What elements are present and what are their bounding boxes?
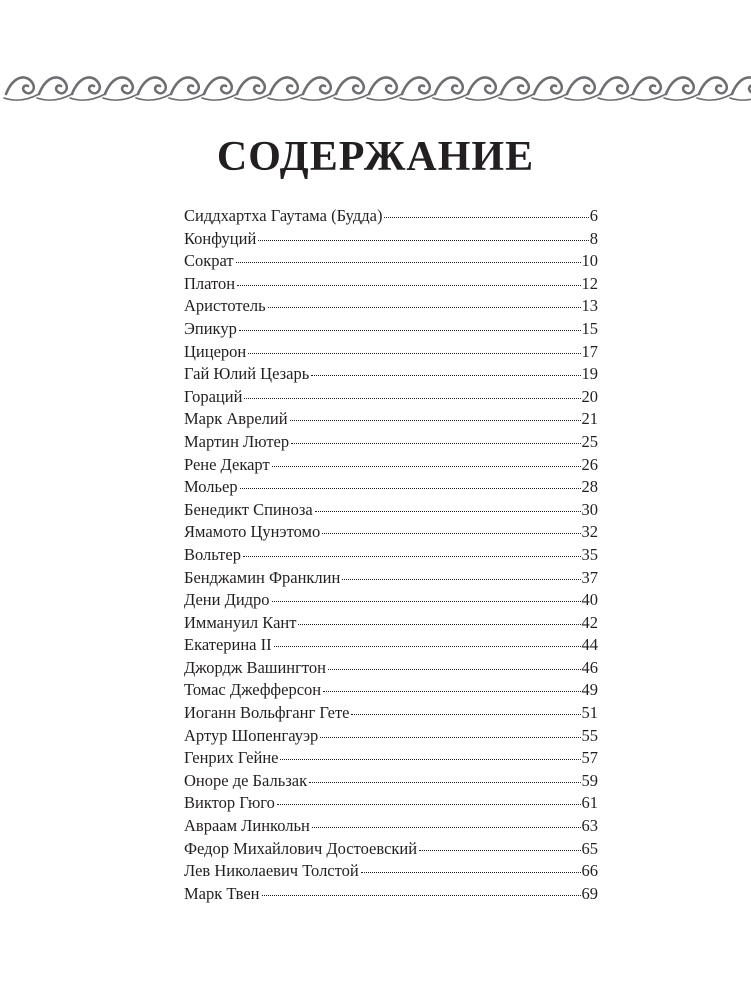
wave-scroll-ornament (0, 66, 751, 112)
toc-entry-name: Джордж Вашингтон (184, 657, 326, 677)
wave-curl (402, 77, 430, 94)
wave-underline (433, 94, 468, 100)
toc-entry[interactable] (184, 521, 598, 544)
toc-entry[interactable] (184, 363, 598, 386)
dot-leader (272, 465, 581, 467)
toc-entry-page-number: 13 (581, 296, 598, 316)
toc-entry[interactable] (184, 589, 598, 612)
toc-entry-page-number: 19 (581, 364, 598, 384)
wave-curl (303, 77, 331, 94)
toc-entry-page-number: 69 (581, 883, 598, 903)
dot-leader (268, 306, 581, 308)
toc-entry[interactable] (184, 341, 598, 364)
wave-underline (103, 94, 138, 100)
toc-entry-name: Генрих Гейне (184, 748, 279, 768)
toc-entry-page-number: 10 (581, 251, 598, 271)
toc-entry[interactable] (184, 499, 598, 522)
dot-leader (243, 555, 581, 557)
toc-entry-name: Платон (184, 273, 236, 293)
toc-entry-page-number: 44 (581, 635, 598, 655)
toc-entry-name: Ямамото Цунэтомо (184, 522, 321, 542)
toc-entry[interactable] (184, 860, 598, 883)
toc-entry-name: Вольтер (184, 544, 241, 564)
toc-entry[interactable] (184, 273, 598, 296)
toc-entry-page-number: 17 (581, 341, 598, 361)
toc-entry-page-number: 21 (581, 409, 598, 429)
wave-curl (633, 77, 661, 94)
dot-leader (239, 329, 581, 331)
toc-entry-page-number: 37 (581, 567, 598, 587)
toc-entry[interactable] (184, 386, 598, 409)
toc-entry-name: Рене Декарт (184, 454, 270, 474)
toc-entry-name: Екатерина II (184, 635, 272, 655)
dot-leader (237, 284, 580, 286)
wave-curl (501, 77, 529, 94)
toc-entry[interactable] (184, 295, 598, 318)
toc-entry[interactable] (184, 318, 598, 341)
toc-entry-name: Виктор Гюго (184, 793, 275, 813)
toc-entry-page-number: 6 (589, 206, 598, 225)
toc-entry-page-number: 49 (581, 680, 598, 700)
dot-leader (342, 578, 580, 580)
toc-entry-page-number: 35 (581, 544, 598, 564)
wave-underline (598, 94, 633, 100)
wave-curl (369, 77, 397, 94)
toc-entry-name: Дени Дидро (184, 590, 270, 610)
wave-curl (699, 77, 727, 94)
dot-leader (419, 849, 580, 851)
toc-entry-page-number: 42 (581, 612, 598, 632)
toc-entry-name: Федор Михайлович Достоевский (184, 838, 418, 858)
toc-entry-name: Сиддхартха Гаутама (Будда) (184, 206, 383, 225)
dot-leader (309, 781, 580, 783)
dot-leader (277, 803, 581, 805)
toc-entry-name: Иммануил Кант (184, 612, 297, 632)
dot-leader (248, 352, 580, 354)
dot-leader (280, 758, 580, 760)
wave-curl (435, 77, 463, 94)
toc-entry[interactable] (184, 883, 598, 906)
toc-entry[interactable] (184, 792, 598, 815)
toc-entry-name: Оноре де Бальзак (184, 770, 308, 790)
toc-entry-page-number: 32 (581, 522, 598, 542)
toc-entry[interactable] (184, 544, 598, 567)
page-title: СОДЕРЖАНИЕ (216, 134, 535, 180)
dot-leader (315, 510, 581, 512)
wave-curl (270, 77, 298, 94)
wave-underline (202, 94, 237, 100)
toc-entry[interactable] (184, 476, 598, 499)
toc-entry[interactable] (184, 838, 598, 861)
dot-leader (240, 487, 581, 489)
wave-curl (39, 77, 67, 94)
toc-entry-page-number: 61 (581, 793, 598, 813)
toc-entry[interactable] (184, 815, 598, 838)
dot-leader (258, 239, 588, 241)
dot-leader (384, 216, 588, 218)
toc-entry-name: Конфуций (184, 228, 257, 248)
toc-entry-page-number: 63 (581, 816, 598, 836)
toc-entry-page-number: 59 (581, 770, 598, 790)
toc-entry[interactable] (184, 228, 598, 251)
wave-underline (334, 94, 369, 100)
wave-curl (171, 77, 199, 94)
toc-entry-name: Гораций (184, 386, 243, 406)
wave-curl (732, 77, 751, 94)
toc-entry-name: Сократ (184, 251, 234, 271)
toc-entry-name: Мольер (184, 477, 238, 497)
wave-underline (268, 94, 303, 100)
wave-underline (37, 94, 72, 100)
toc-entry-name: Бенедикт Спиноза (184, 499, 313, 519)
toc-entry-name: Гай Юлий Цезарь (184, 364, 310, 384)
dot-leader (262, 894, 581, 896)
toc-entry[interactable] (184, 679, 598, 702)
toc-entry-page-number: 40 (581, 590, 598, 610)
toc-entry-page-number: 51 (581, 703, 598, 723)
toc-entry-name: Марк Аврелий (184, 409, 288, 429)
dot-leader (272, 600, 581, 602)
toc-entry[interactable] (184, 634, 598, 657)
wave-underline (301, 94, 336, 100)
wave-curl (237, 77, 265, 94)
dot-leader (274, 645, 581, 647)
wave-curl (600, 77, 628, 94)
dot-leader (236, 261, 581, 263)
dot-leader (351, 713, 580, 715)
toc-entry-page-number: 28 (581, 477, 598, 497)
toc-entry-name: Томас Джефферсон (184, 680, 322, 700)
toc-entry[interactable] (184, 770, 598, 793)
dot-leader (361, 871, 581, 873)
wave-curl (204, 77, 232, 94)
dot-leader (323, 690, 580, 692)
toc-entry-name: Эпикур (184, 318, 237, 338)
toc-entry[interactable] (184, 431, 598, 454)
toc-entry-page-number: 26 (581, 454, 598, 474)
toc-entry-page-number: 46 (581, 657, 598, 677)
toc-entry-page-number: 20 (581, 386, 598, 406)
wave-underline (499, 94, 534, 100)
toc-entry-page-number: 55 (581, 725, 598, 745)
wave-underline (697, 94, 732, 100)
wave-underline (730, 94, 751, 100)
toc-entry-page-number: 8 (589, 228, 598, 248)
toc-entry-name: Цицерон (184, 341, 247, 361)
toc-entry-page-number: 57 (581, 748, 598, 768)
toc-entry-name: Марк Твен (184, 883, 260, 903)
wave-curl (468, 77, 496, 94)
toc-entry-name: Артур Шопенгауэр (184, 725, 319, 745)
toc-entry-name: Мартин Лютер (184, 431, 290, 451)
wave-curl (666, 77, 694, 94)
wave-curl (138, 77, 166, 94)
toc-entry[interactable] (184, 702, 598, 725)
toc-entry-page-number: 25 (581, 431, 598, 451)
toc-entry-page-number: 15 (581, 318, 598, 338)
wave-curl (534, 77, 562, 94)
wave-underline (367, 94, 402, 100)
toc-entry[interactable] (184, 454, 598, 477)
dot-leader (290, 419, 581, 421)
toc-entry-page-number: 12 (581, 273, 598, 293)
toc-entry[interactable] (184, 612, 598, 635)
wave-underline (4, 94, 39, 100)
wave-underline (466, 94, 501, 100)
wave-underline (532, 94, 567, 100)
toc-entry-name: Авраам Линкольн (184, 816, 310, 836)
toc-entry[interactable] (184, 408, 598, 431)
dot-leader (322, 532, 580, 534)
toc-entry-name: Иоганн Вольфганг Гете (184, 703, 350, 723)
wave-curl (567, 77, 595, 94)
table-of-contents (184, 205, 598, 905)
toc-entry[interactable] (184, 725, 598, 748)
toc-entry[interactable] (184, 250, 598, 273)
dot-leader (298, 623, 580, 625)
wave-curl (6, 77, 34, 94)
dot-leader (320, 736, 580, 738)
toc-entry[interactable] (184, 747, 598, 770)
wave-underline (664, 94, 699, 100)
dot-leader (312, 826, 581, 828)
dot-leader (311, 374, 580, 376)
wave-underline (70, 94, 105, 100)
toc-entry-page-number: 30 (581, 499, 598, 519)
wave-underline (400, 94, 435, 100)
toc-entry-name: Лев Николаевич Толстой (184, 861, 359, 881)
wave-underline (565, 94, 600, 100)
toc-entry-page-number: 65 (581, 838, 598, 858)
toc-entry[interactable] (184, 657, 598, 680)
dot-leader (244, 397, 580, 399)
wave-curl (105, 77, 133, 94)
toc-entry[interactable] (184, 205, 598, 228)
toc-entry-name: Бенджамин Франклин (184, 567, 341, 587)
wave-underline (235, 94, 270, 100)
toc-entry-name: Аристотель (184, 296, 266, 316)
dot-leader (328, 668, 581, 670)
wave-curl (336, 77, 364, 94)
toc-entry-page-number: 66 (581, 861, 598, 881)
wave-underline (631, 94, 666, 100)
wave-curl (72, 77, 100, 94)
wave-underline (169, 94, 204, 100)
dot-leader (291, 442, 580, 444)
toc-entry[interactable] (184, 567, 598, 590)
wave-underline (136, 94, 171, 100)
